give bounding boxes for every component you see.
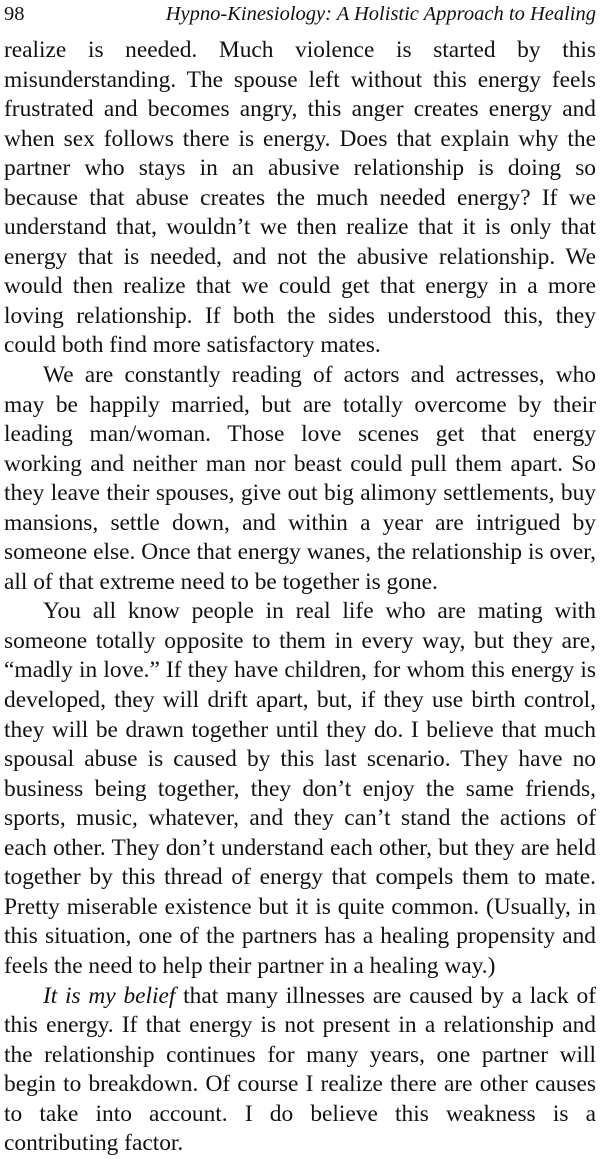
paragraph-text: realize is needed. Much violence is started by this misunderstanding. The spouse left without this energy feels frustrated and becomes angry, this anger creates energy and when sex follows there is energy. Does that explain why the partner who stays in an abusive relationship is doing so because that abuse creates the much needed energy? If we understand that, wouldn’t we then realize that it is only that energy that is needed, and not the abusive relationship. We would then realize that we could get that energy in a more loving relationship. If both the sides understood this, they could both find more satisfactory mates. <box>4 37 596 359</box>
emphasized-phrase: It is my belief <box>43 982 176 1009</box>
paragraph-text: You all know people in real life who are mating with someone totally opposite to them in every way, but they are, “madly in love.” If they have children, for whom this energy is developed, they will drift apart, but, if they use birth control, they will be drawn together until they do. I believe that much spousal abuse is caused by this last scenario. They have no business being together, they don’t enjoy the same friends, sports, music, whatever, and they can’t stand the actions of each other. They don’t understand each other, but they are held together by this thread of energy that compels them to mate. Pretty miserable existence but it is quite common. (Usually, in this situation, one of the partners has a healing propensity and feels the need to help their partner in a healing way.) <box>4 598 596 979</box>
paragraph-text: We are constantly reading of actors and actresses, who may be happily married, but are totally overcome by their leading man/woman. Those love scenes get that energy working and neither man nor beast could pull them apart. So they leave their spouses, give out big alimony settlements, buy mansions, settle down, and within a year are intrigued by someone else. Once that energy wanes, the relationship is over, all of that extreme need to be together is gone. <box>4 362 596 595</box>
body-text <box>4 36 596 1159</box>
paragraph-actors <box>4 361 596 597</box>
running-title: Hypno-Kinesiology: A Holistic Approach to Healing <box>165 3 596 25</box>
paragraph-belief <box>4 982 596 1159</box>
paragraph-continuation <box>4 36 596 361</box>
paragraph-real-life <box>4 597 596 981</box>
page-header <box>4 0 596 36</box>
page-number: 98 <box>4 3 25 25</box>
paragraph-text: that many illnesses are caused by a lack of this energy. If that energy is not present in a relationship and the relationship continues for many years, one partner will begin to breakdown. Of course I realize there are other causes to take into account. I do believe this weakness is a contributing factor. <box>4 982 597 1157</box>
